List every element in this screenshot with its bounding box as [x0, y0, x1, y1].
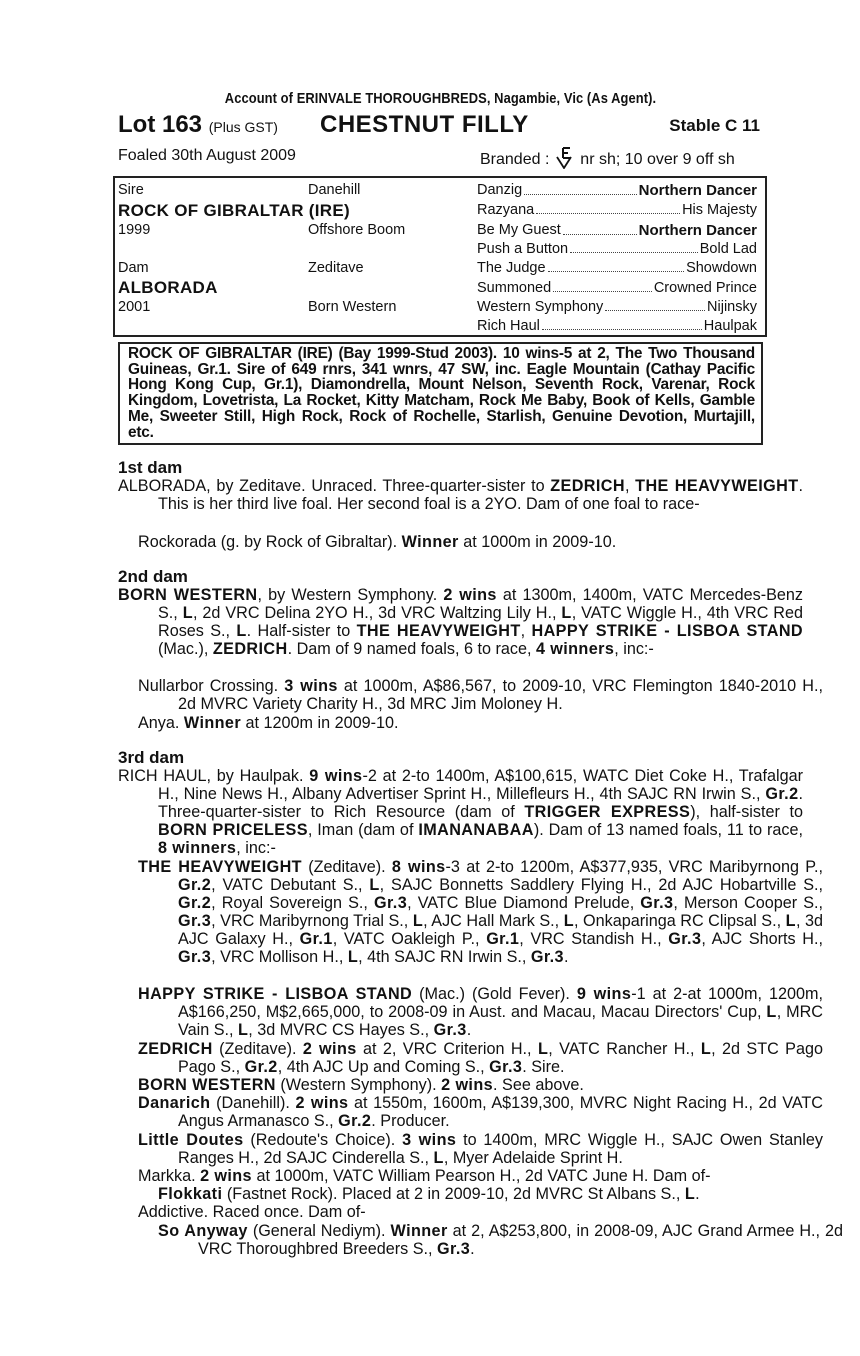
lot-number: Lot 163 (Plus GST) — [118, 111, 278, 138]
progeny-entry: BORN WESTERN (Western Symphony). 2 wins. See above. — [138, 1076, 584, 1094]
pedigree-row: Rich Haul Haulpak — [477, 318, 757, 334]
stable-location: Stable C 11 — [669, 116, 760, 135]
lot-header — [118, 111, 763, 141]
sire-summary: ROCK OF GIBRALTAR (IRE) (Bay 1999-Stud 2003). 10 wins-5 at 2, The Two Thousand Guineas, Gr.1. Sire of 649 rnrs, 341 wnrs, 47 SW, inc. Eagle Mountain (Cathay Pacific Hong Kong Cup, Gr.1), Diamondrella, Mount Nelson, Seventh Rock, Varenar, Rock Kingdom, Lovetrista, La Rocket, Kitty Matcham, Rock Me Baby, Book of Kells, Gamble Me, Sweeter Still, High Rock, Rock of Rochelle, Starlish, Genuine Devotion, Murtajill, etc. — [118, 342, 763, 445]
second-dam-text: BORN WESTERN, by Western Symphony. 2 wins at 1300m, 1400m, VATC Mercedes-Benz S., L, 2d VRC Delina 2YO H., 3d VRC Waltzing Lily H., L, VATC Wiggle H., 4th VRC Red Roses S., L. Half-sister to THE HEAVYWEIGHT, HAPPY STRIKE - LISBOA STAND (Mac.), ZEDRICH. Dam of 9 named foals, 6 to race, 4 winners, inc:- — [118, 586, 804, 659]
pedigree-row: Western Symphony Nijinsky — [477, 299, 757, 315]
foaled-date: Foaled 30th August 2009 — [118, 147, 296, 164]
pedigree-row: Razyana His Majesty — [477, 202, 757, 218]
dam-year: 2001 — [118, 299, 151, 315]
pedigree-row: Be My Guest Northern Dancer — [477, 222, 757, 239]
dam-dam: Born Western — [308, 299, 397, 315]
sire-label: Sire — [118, 182, 144, 198]
dam-sire: Zeditave — [308, 260, 364, 276]
lot-description: CHESTNUT FILLY — [320, 111, 529, 138]
pedigree-row: Danzig Northern Dancer — [477, 182, 757, 199]
progeny-entry: Little Doutes (Redoute's Choice). 3 wins to 1400m, MRC Wiggle H., SAJC Owen Stanley Ranges H., 2d SAJC Cinderella S., L, Myer Adelaide Sprint H. — [138, 1131, 823, 1168]
sire-sire: Danehill — [308, 182, 361, 198]
sire-name: ROCK OF GIBRALTAR (IRE) — [118, 201, 350, 220]
sire-year: 1999 — [118, 222, 151, 238]
progeny-entry: HAPPY STRIKE - LISBOA STAND (Mac.) (Gold Fever). 9 wins-1 at 2-at 1000m, 1200m, A$166,250, M$2,665,000, to 2008-09 in Aust. and Macau, Macau Directors' Cup, L, MRC Vain S., L, 3d MVRC CS Hayes S., Gr.3. — [138, 985, 824, 1040]
gst-note: (Plus GST) — [208, 119, 278, 135]
section-third-dam: 3rd dam — [118, 748, 185, 767]
pedigree-table — [113, 176, 767, 337]
branded-info: Branded : nr sh; 10 over 9 off sh — [480, 147, 735, 169]
sire-dam: Offshore Boom — [308, 222, 406, 238]
vendor-account: Account of ERINVALE THOROUGHBREDS, Nagambie, Vic (As Agent). — [224, 90, 657, 107]
third-dam-text: RICH HAUL, by Haulpak. 9 wins-2 at 2-to 1400m, A$100,615, WATC Diet Coke H., Trafalgar H., Nine News H., Albany Advertiser Sprint H., Millefleurs H., 4th SAJC RN Irwin S., Gr.2. Three-quarter-sister to Rich Resource (dam of TRIGGER EXPRESS), half-sister to BORN PRICELESS, Iman (dam of IMANANABAA). Dam of 13 named foals, 11 to race, 8 winners, inc:- — [118, 767, 803, 858]
progeny-entry: Markka. 2 wins at 1000m, VATC William Pearson H., 2d VATC June H. Dam of- — [138, 1167, 711, 1185]
pedigree-row: Push a Button Bold Lad — [477, 241, 757, 257]
progeny-entry: ZEDRICH (Zeditave). 2 wins at 2, VRC Criterion H., L, VATC Rancher H., L, 2d STC Pago Pago S., Gr.2, 4th AJC Up and Coming S., Gr.3. Sire. — [138, 1040, 823, 1077]
dam-name: ALBORADA — [118, 278, 218, 297]
pedigree-row: Summoned Crowned Prince — [477, 280, 757, 296]
section-second-dam: 2nd dam — [118, 567, 188, 586]
progeny-entry: Nullarbor Crossing. 3 wins at 1000m, A$86,567, to 2009-10, VRC Flemington 1840-2010 H., 2d MVRC Variety Charity H., 3d MRC Jim Moloney H. — [138, 677, 823, 714]
progeny-entry: Danarich (Danehill). 2 wins at 1550m, 1600m, A$139,300, MVRC Night Racing H., 2d VATC Angus Armanasco S., Gr.2. Producer. — [138, 1094, 823, 1131]
pedigree-row: The Judge Showdown — [477, 260, 757, 276]
brand-mark-icon — [554, 147, 576, 169]
progeny-entry: THE HEAVYWEIGHT (Zeditave). 8 wins-3 at 2-to 1200m, A$377,935, VRC Maribyrnong P., Gr.2, VATC Debutant S., L, SAJC Bonnetts Saddlery Flying H., 2d AJC Hobartville S., Gr.2, Royal Sovereign S., Gr.3, VATC Blue Diamond Prelude, Gr.3, Merson Cooper S., Gr.3, VRC Maribyrnong Trial S., L, AJC Hall Mark S., L, Onkaparinga RC Clipsal S., L, 3d AJC Galaxy H., Gr.1, VATC Oakleigh P., Gr.1, VRC Standish H., Gr.3, AJC Shorts H., Gr.3, VRC Mollison H., L, 4th SAJC RN Irwin S., Gr.3. — [138, 858, 823, 967]
progeny-entry: Flokkati (Fastnet Rock). Placed at 2 in 2009-10, 2d MVRC St Albans S., L. — [158, 1185, 700, 1203]
first-dam-text: ALBORADA, by Zeditave. Unraced. Three-quarter-sister to ZEDRICH, THE HEAVYWEIGHT. This is her third live foal. Her second foal is a 2YO. Dam of one foal to race- — [118, 477, 804, 514]
progeny-entry: Rockorada (g. by Rock of Gibraltar). Winner at 1000m in 2009-10. — [138, 533, 617, 551]
progeny-entry: So Anyway (General Nediym). Winner at 2, A$253,800, in 2008-09, AJC Grand Armee H., 2d VRC Thoroughbred Breeders S., Gr.3. — [158, 1222, 844, 1259]
progeny-entry: Addictive. Raced once. Dam of- — [138, 1203, 366, 1221]
progeny-entry: Anya. Winner at 1200m in 2009-10. — [138, 714, 399, 732]
dam-label: Dam — [118, 260, 149, 276]
section-first-dam: 1st dam — [118, 458, 183, 477]
